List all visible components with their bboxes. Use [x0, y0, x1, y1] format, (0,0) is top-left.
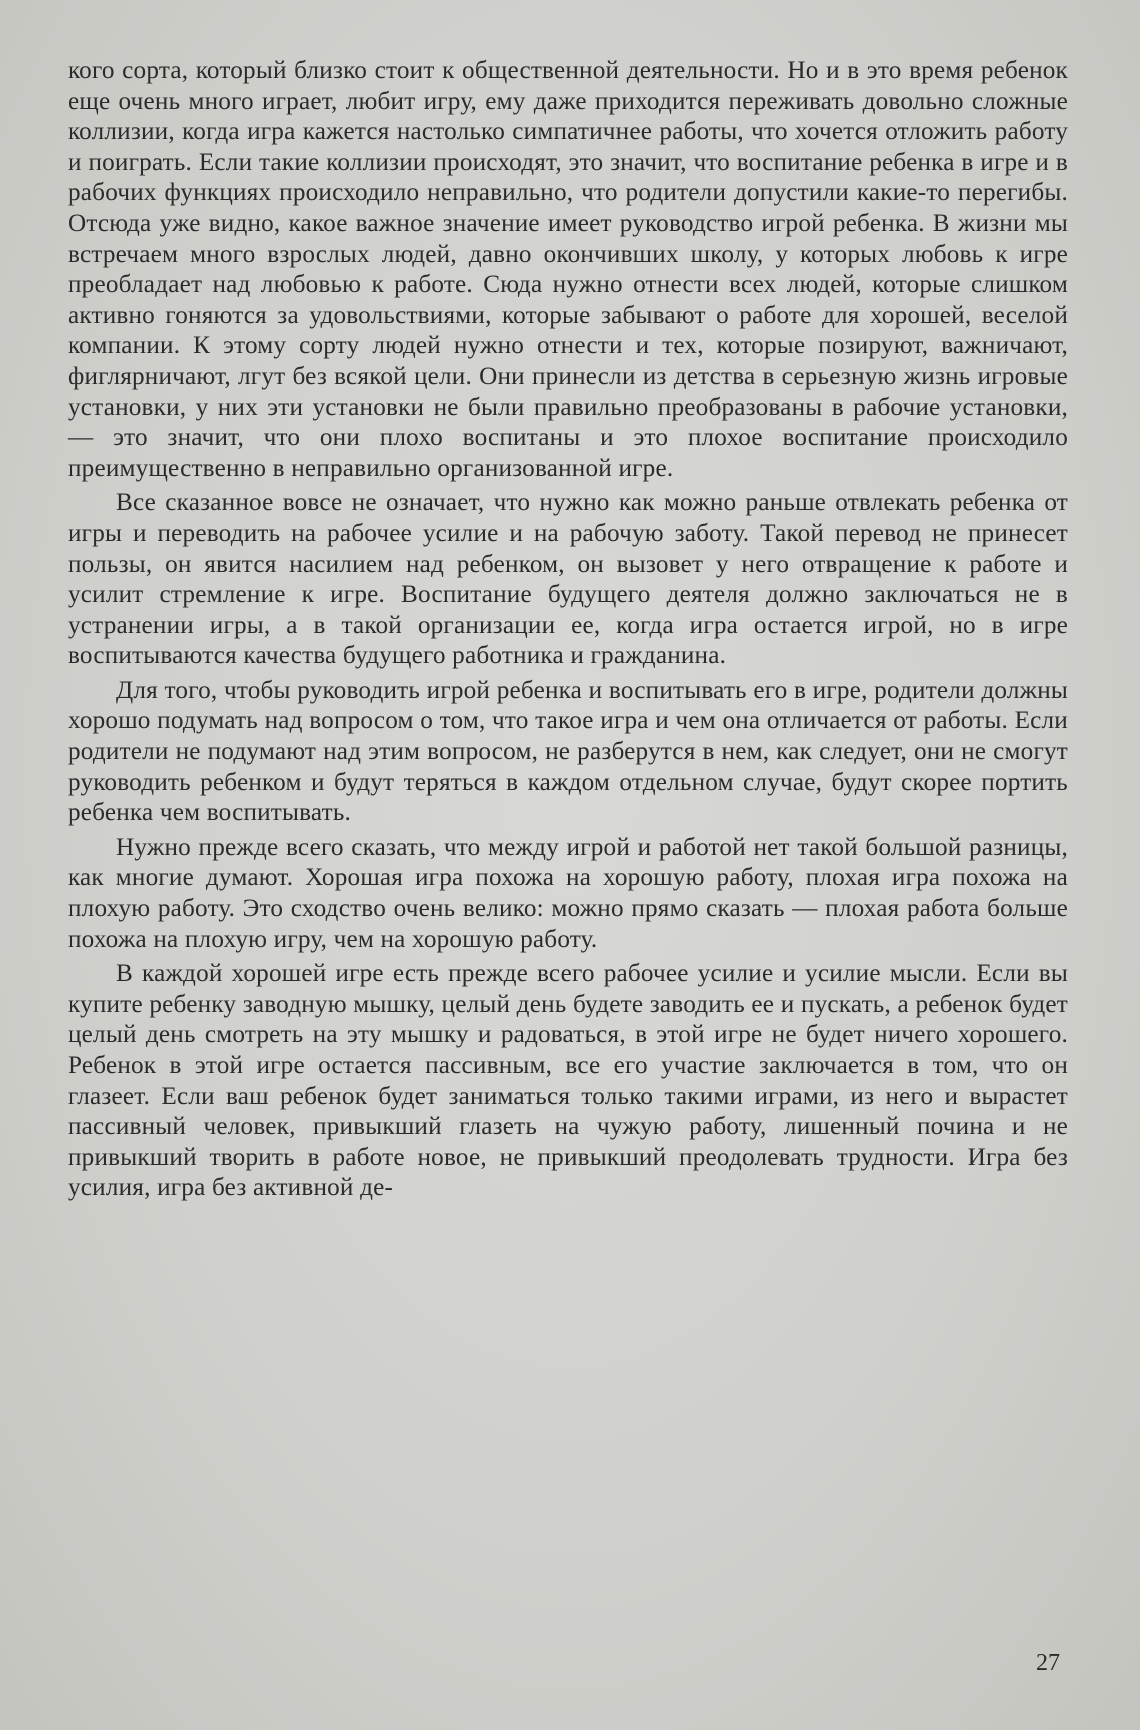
paragraph-1: кого сорта, который близко стоит к общественной деятельности. Но и в это время ребенок еще очень много играет, любит игру, ему даже приходится переживать довольно сложные коллизии, когда игра кажется настолько симпатичнее работы, что хочется отложить работу и поиграть. Если такие коллизии происходят, это значит, что воспитание ребенка в игре и в рабочих функциях происходило неправильно, что родители допустили какие-то перегибы. Отсюда уже видно, какое важное значение имеет руководство игрой ребенка. В жизни мы встречаем много взрослых людей, давно окончивших школу, у которых любовь к игре преобладает над любовью к работе. Сюда нужно отнести всех людей, которые слишком активно гоняются за удовольствиями, которые забывают о работе для хорошей, веселой компании. К этому сорту людей нужно отнести и тех, которые позируют, важничают, фиглярничают, лгут без всякой цели. Они принесли из детства в серьезную жизнь игровые установки, у них эти установки не были правильно преобразованы в рабочие установки, — это значит, что они плохо воспитаны и это плохое воспитание происходило преимущественно в неправильно организованной игре. [68, 57, 1068, 482]
paragraph-5: В каждой хорошей игре есть прежде всего рабочее усилие и усилие мысли. Если вы купите ребенку заводную мышку, целый день будете заводить ее и пускать, а ребенок будет целый день смотреть на эту мышку и радоваться, в этой игре не будет ничего хорошего. Ребенок в этой игре остается пассивным, все его участие заключается в том, что он глазеет. Если ваш ребенок будет заниматься только такими играми, из него и вырастет пассивный человек, привыкший глазеть на чужую работу, лишенный почина и не привыкший творить в работе новое, не привыкший преодолевать трудности. Игра без усилия, игра без активной де- [68, 960, 1068, 1202]
paragraph-3: Для того, чтобы руководить игрой ребенка и воспитывать его в игре, родители должны хорошо подумать над вопросом о том, что такое игра и чем она отличается от работы. Если родители не подумают над этим вопросом, не разберутся в нем, как следует, они не смогут руководить ребенком и будут теряться в каждом отдельном случае, будут скорее портить ребенка чем воспитывать. [68, 676, 1068, 827]
page-number: 27 [1036, 1650, 1060, 1676]
body-text [68, 56, 1068, 1204]
paragraph-2: Все сказанное вовсе не означает, что нужно как можно раньше отвлекать ребенка от игры и переводить на рабочее усилие и на рабочую заботу. Такой перевод не принесет пользы, он явится насилием над ребенком, он вызовет у него отвращение к работе и усилит стремление к игре. Воспитание будущего деятеля должно заключаться не в устранении игры, а в такой организации ее, когда игра остается игрой, но в игре воспитываются качества будущего работника и гражданина. [68, 489, 1068, 670]
paragraph-4: Нужно прежде всего сказать, что между игрой и работой нет такой большой разницы, как многие думают. Хорошая игра похожа на хорошую работу, плохая игра похожа на плохую работу. Это сходство очень велико: можно прямо сказать — плохая работа больше похожа на плохую игру, чем на хорошую работу. [68, 833, 1068, 953]
